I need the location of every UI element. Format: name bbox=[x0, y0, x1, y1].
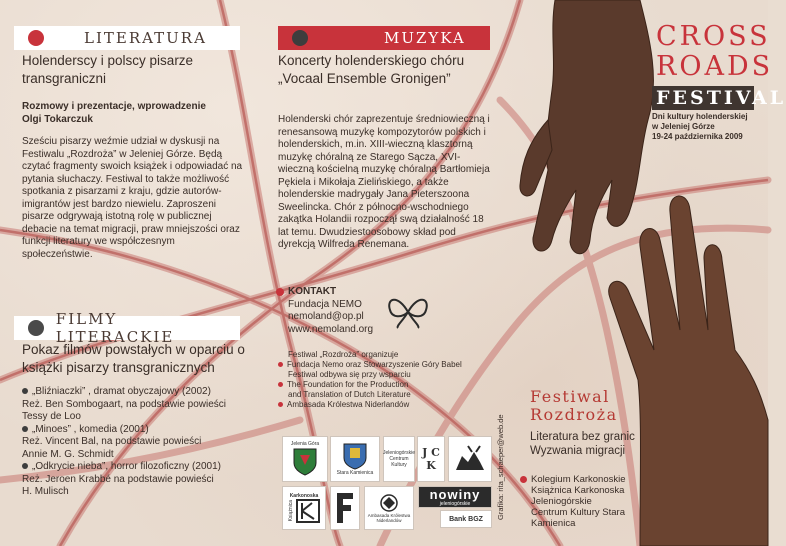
motto-line: Wyzwania migracji bbox=[530, 445, 626, 457]
muzyka-body: Holenderski chór zaprezentuje średniowieczną i renesansową muzykę kompozytorów polskich i holenderskich, m.in. XIII-wieczną klasztorną muzykę chóralną ze Starego Sącza, XVI-wieczną kościelną muzykę chóralną Bartłomieja Pękiela i Mikołaja Zielińskiego, a także holenderskie madrygały Jana Pieterszoona Sweelincka. Chór z północno-wschodniego zakątka Holandii rozpoczął swą działalność 18 lat temu. Dwudziestoosobowy skład pod dyrekcją Wilfreda Renemana. bbox=[278, 114, 490, 250]
coat-of-arms-icon bbox=[292, 447, 318, 477]
royal-crest-icon bbox=[376, 493, 402, 513]
dark-dot-icon bbox=[292, 30, 308, 46]
ambasada-logo bbox=[364, 486, 414, 530]
bank-bgz-logo bbox=[440, 510, 492, 528]
film-title: „Odkrycie nieba”, horror filozoficzny (2001) bbox=[32, 461, 221, 472]
upper-hand bbox=[520, 0, 654, 254]
film-list bbox=[22, 386, 272, 499]
literatura-lead: Holenderscy i polscy pisarze transgraniczni bbox=[22, 53, 194, 86]
kontakt-label: KONTAKT bbox=[288, 286, 337, 297]
film-author: Tessy de Loo bbox=[22, 411, 81, 422]
sponsors-text bbox=[278, 350, 498, 410]
roads-title: ROADS bbox=[656, 51, 774, 82]
stara-kamienica-text: Stara Kamienica bbox=[336, 470, 374, 476]
kontakt-block bbox=[276, 286, 386, 336]
stylized-f-icon bbox=[334, 491, 356, 525]
festiwal-title: Festiwal bbox=[530, 387, 610, 406]
nowiny-sub-text: jeleniogórskie bbox=[439, 500, 471, 507]
red-bullet-icon bbox=[278, 402, 283, 407]
red-bullet-icon bbox=[278, 362, 283, 367]
centrum-kultury-logo bbox=[383, 436, 415, 482]
fundacja-logo bbox=[330, 486, 360, 530]
film-title: „Bliźniaczki” , dramat obyczajowy (2002) bbox=[32, 386, 211, 397]
coat-of-arms-icon bbox=[342, 442, 368, 470]
kk-monogram-icon bbox=[296, 499, 320, 523]
kontakt-web[interactable]: www.nemoland.org bbox=[288, 323, 374, 335]
film-director: Reż. Vincent Bal, na podstawie powieści bbox=[22, 436, 202, 447]
film-item bbox=[22, 461, 272, 474]
film-title: „Minoes” , komedia (2001) bbox=[32, 423, 149, 435]
bank-bgz-text: Bank BGZ bbox=[449, 515, 483, 523]
kontakt-email[interactable]: nemoland@op.pl bbox=[288, 311, 364, 322]
ambasada-text: Ambasada Królestwa Niderlandów bbox=[367, 513, 411, 523]
centrum-kultury-text: Jeleniogórskie Centrum Kultury bbox=[383, 450, 415, 468]
festival-bar bbox=[652, 86, 786, 110]
film-director: Reż. Jeroen Krabbé na podstawie powieści bbox=[22, 473, 214, 485]
red-bullet-icon bbox=[278, 382, 283, 387]
kontakt-org: Fundacja NEMO bbox=[288, 298, 362, 310]
sponsor-line: The Foundation for the Production bbox=[287, 380, 409, 389]
jelenia-gora-logo bbox=[282, 436, 328, 482]
ksiaznica-side-text: Książnica bbox=[288, 500, 294, 522]
film-item bbox=[22, 424, 272, 437]
cross-title: CROSS bbox=[656, 21, 771, 52]
ksiaznica-logo bbox=[282, 486, 326, 530]
film-director: Reż. Ben Sombogaart, na podstawie powieści bbox=[22, 398, 227, 410]
red-dot-icon bbox=[28, 30, 44, 46]
red-bullet-icon bbox=[520, 476, 527, 483]
dark-bullet-icon bbox=[22, 388, 28, 394]
venues-list: Kolegium Karkonoskie Książnica Karkonoska Jeleniogórskie Centrum Kultury Stara Kamienica bbox=[531, 474, 626, 529]
tagline-line: Dni kultury holenderskiej bbox=[652, 112, 748, 121]
tagline-dates: 19-24 października 2009 bbox=[652, 132, 743, 141]
jck-text: J C K bbox=[422, 446, 440, 472]
deer-logo bbox=[448, 436, 492, 482]
film-item bbox=[22, 386, 272, 399]
festival-tagline bbox=[652, 112, 764, 142]
film-author: Annie M. G. Schmidt bbox=[22, 448, 114, 460]
jck-logo bbox=[417, 436, 445, 482]
sponsor-line: Fundacja Nemo oraz Stowarzyszenie Góry Babel bbox=[287, 360, 462, 369]
literatura-header bbox=[14, 26, 240, 50]
red-bullet-icon bbox=[276, 288, 284, 296]
ksiaznica-top-text: Karkonoska bbox=[289, 493, 319, 499]
filmy-header bbox=[14, 310, 240, 346]
graphic-credit: Grafika: rita_schaeper@web.de bbox=[496, 414, 505, 520]
festival-title: FESTIVAL bbox=[656, 87, 786, 109]
dark-bullet-icon bbox=[22, 463, 28, 469]
nowiny-logo bbox=[418, 486, 492, 508]
sponsors-intro: Festiwal „Rozdroża” organizuje bbox=[288, 350, 399, 359]
tagline-line: w Jeleniej Górze bbox=[652, 122, 715, 131]
butterfly-logo-icon bbox=[384, 292, 432, 330]
nowiny-text: nowiny bbox=[429, 486, 481, 502]
literatura-subhead: Rozmowy i prezentacje, wprowadzenie Olgi Tokarczuk bbox=[22, 101, 206, 125]
dark-bullet-icon bbox=[22, 426, 28, 432]
filmy-lead: Pokaz filmów powstałych w oparciu o książki pisarzy transgranicznych bbox=[22, 342, 245, 375]
film-author: H. Mulisch bbox=[22, 486, 69, 497]
filmy-title: FILMY LITERACKIE bbox=[55, 310, 175, 346]
rozdroza-title: Rozdroża bbox=[530, 405, 618, 424]
sponsor-line: and Translation of Dutch Literature bbox=[288, 390, 411, 399]
muzyka-title: MUZYKA bbox=[384, 29, 466, 47]
deer-icon bbox=[452, 444, 488, 474]
motto bbox=[530, 430, 650, 458]
venues bbox=[520, 474, 630, 529]
muzyka-lead: Koncerty holenderskiego chóru „Vocaal Ensemble Gronigen” bbox=[278, 53, 465, 86]
dark-dot-icon bbox=[28, 320, 44, 336]
sponsor-line: Ambasada Królestwa Niderlandów bbox=[287, 400, 410, 409]
literatura-body: Sześciu pisarzy weźmie udział w dyskusji na Festiwalu „Rozdroża” w Jeleniej Górze. Będą czytać fragmenty swoich książek i odpowiadać na pytania słuchaczy. Festiwal to także możliwość spotkania z pisarzami z kraju, gdzie autorów-imigrantów jest bardzo niewielu. Zaproszeni pisarze odgrywają istotną rolę w publicznej debacie na temat migracji, praw mniejszości oraz funkcji literatury we współczesnym społeczeństwie. bbox=[22, 136, 243, 260]
jelenia-gora-text: Jelenia Góra bbox=[290, 441, 320, 447]
stara-kamienica-logo bbox=[330, 436, 380, 482]
sponsor-line: Festiwal odbywa się przy wsparciu bbox=[288, 370, 411, 379]
motto-line: Literatura bez granic bbox=[530, 431, 635, 443]
muzyka-header bbox=[278, 26, 490, 50]
literatura-title: LITERATURA bbox=[84, 29, 207, 47]
